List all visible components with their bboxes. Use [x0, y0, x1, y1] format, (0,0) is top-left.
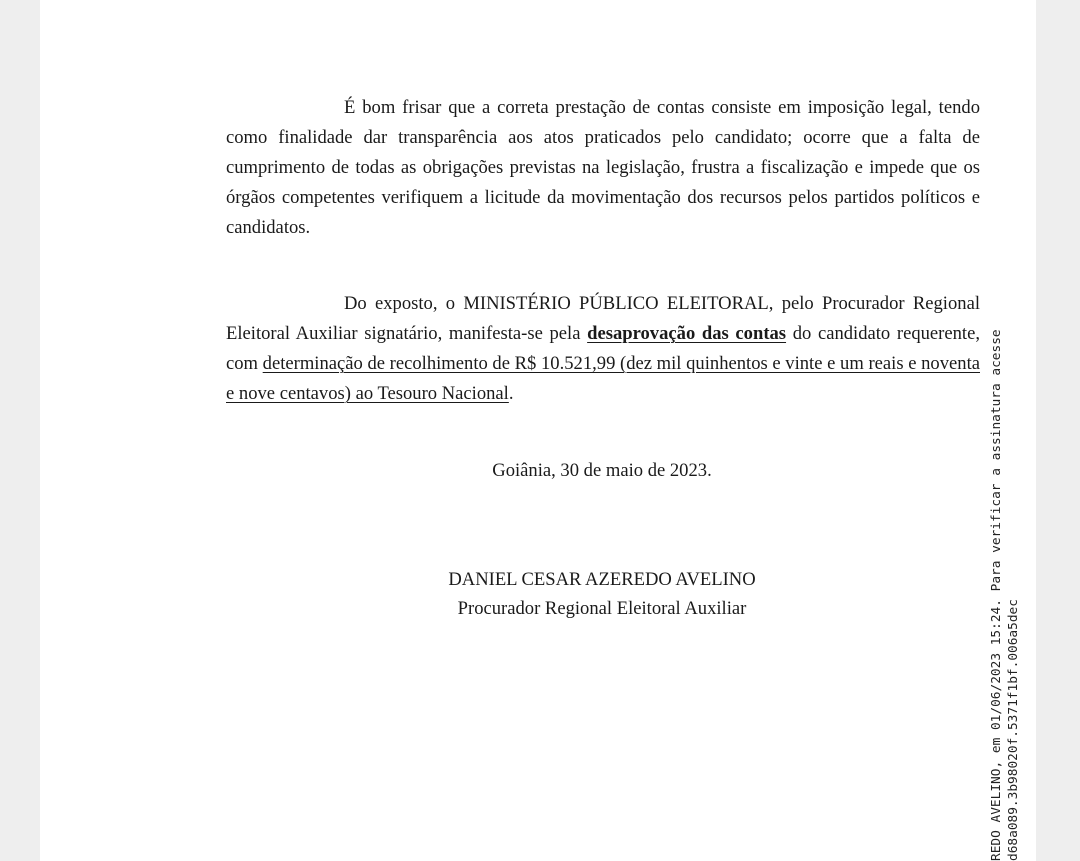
conclusion-lead-text: Do exposto, o MINISTÉRIO PÚBLICO ELEITORAL, pelo Procurador Regional Eleitoral Auxiliar signatário, manifesta-se pela	[226, 293, 980, 344]
signatory-title: Procurador Regional Eleitoral Auxiliar	[457, 598, 747, 619]
refund-determination: determinação de recolhimento de R$ 10.521,99 (dez mil quinhentos e vinte e um reais e noventa e nove centavos) ao Tesouro Nacional	[226, 353, 980, 404]
signature-margin-stamp	[988, 301, 1024, 861]
disapproval-emphasis: desaprovação das contas	[587, 323, 787, 344]
document-page	[40, 0, 1036, 861]
conclusion-middle-text: do candidato requerente, com	[226, 323, 980, 374]
paragraph-conclusion	[226, 289, 980, 409]
paragraph-transparency-text: É bom frisar que a correta prestação de contas consiste em imposição legal, tendo como finalidade dar transparência aos atos praticados pelo candidato; ocorre que a falta de cumprimento de todas as obrigações previstas na legislação, frustra a fiscalização e impede que os órgãos competentes verifiquem a licitude da movimentação dos recursos pelos partidos políticos e candidatos.	[226, 97, 980, 238]
conclusion-end-text: .	[508, 383, 514, 404]
paragraph-transparency	[226, 93, 980, 243]
place-date: Goiânia, 30 de maio de 2023.	[492, 460, 712, 481]
signature-stamp-line: REDO AVELINO, em 01/06/2023 15:24. Para verificar a assinatura acesse	[989, 329, 1004, 861]
signature-hash-line: d68a089.3b98020f.5371f1bf.006a5dec	[1006, 599, 1021, 861]
signatory-name: DANIEL CESAR AZEREDO AVELINO	[448, 569, 756, 590]
